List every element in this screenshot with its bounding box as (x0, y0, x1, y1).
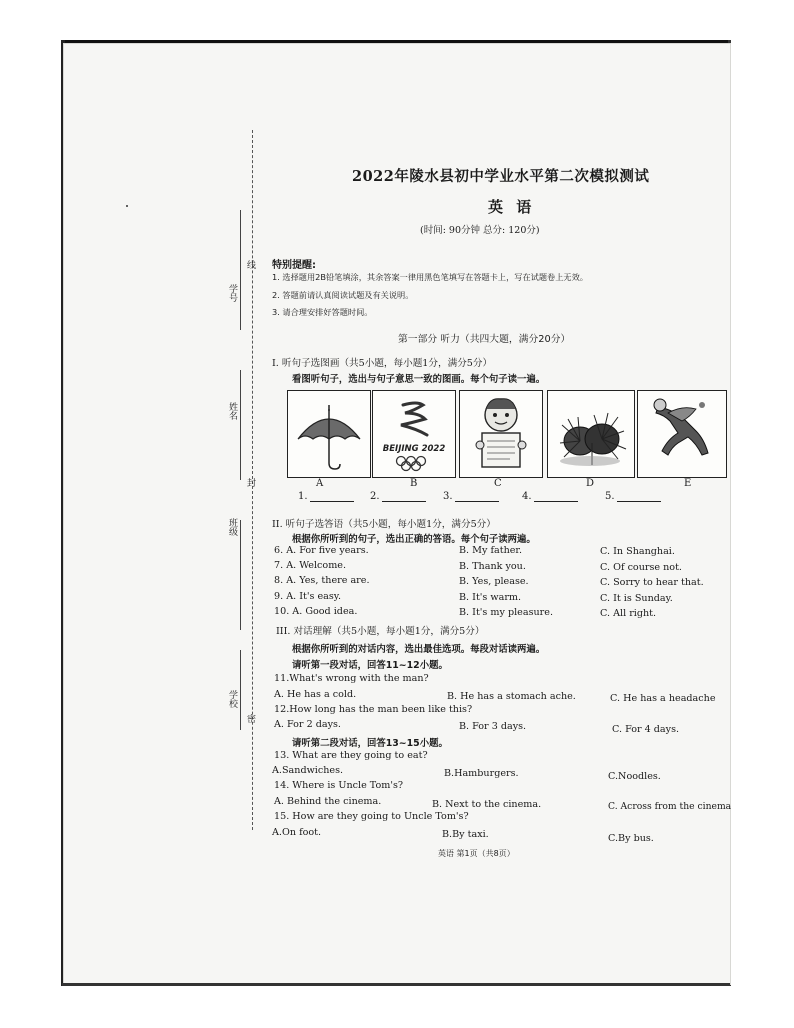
question-stem: 12.How long has the man been like this? (274, 704, 473, 715)
notice-heading: 特别提醒: (272, 260, 316, 271)
option-a: 10. A. Good idea. (274, 606, 358, 617)
blank-number: 3. (443, 491, 453, 502)
option-c: C. Across from the cinema (608, 801, 732, 812)
option-a: 8. A. Yes, there are. (274, 575, 370, 586)
sea-urchin-icon (548, 391, 634, 477)
picture-letter-b: B (410, 478, 418, 489)
binding-rule (240, 370, 241, 480)
binding-char-xian: 线 (247, 261, 257, 271)
option-b: B. Next to the cinema. (432, 799, 542, 810)
picture-c (459, 390, 543, 478)
notice-item: 1. 选择题用2B铅笔填涂，其余答案一律用黑色笔填写在答题卡上，写在试题卷上无效。 (272, 272, 588, 282)
section-title: II. 听句子选答语（共5小题，每小题1分，满分5分） (272, 519, 496, 530)
blank-number: 2. (370, 491, 380, 502)
binding-rule (240, 650, 241, 730)
question-stem: 14. Where is Uncle Tom's? (274, 780, 404, 791)
question-stem: 15. How are they going to Uncle Tom's? (274, 811, 469, 822)
beijing-2022-text: BEIJING 2022 (382, 444, 446, 454)
binding-label-xuexiao: 学校 (227, 690, 237, 708)
option-c: C. All right. (600, 608, 657, 619)
binding-char-mi: 密 (247, 715, 257, 725)
option-a: A.On foot. (272, 827, 322, 838)
question-stem: 11.What's wrong with the man? (274, 673, 429, 684)
exam-subject: 英 语 (488, 198, 536, 216)
dialogue-heading: 请听第二段对话，回答13~15小题。 (292, 738, 448, 749)
option-a: A. For 2 days. (274, 719, 341, 730)
option-c: C. It is Sunday. (600, 593, 673, 604)
binding-rule (240, 210, 241, 330)
option-b: B. It's my pleasure. (459, 607, 553, 618)
option-c: C. For 4 days. (612, 724, 680, 735)
binding-label-banji: 班级 (227, 518, 237, 536)
option-a: 9. A. It's easy. (274, 591, 342, 602)
option-c: C.Noodles. (608, 771, 661, 782)
option-b: B. Yes, please. (459, 576, 529, 587)
picture-d (547, 390, 635, 478)
dialogue-heading: 请听第一段对话，回答11~12小题。 (292, 660, 448, 671)
umbrella-icon (288, 391, 370, 477)
section-instruction: 根据你所听到的句子，选出正确的答语。每个句子读两遍。 (292, 534, 536, 545)
picture-letter-a: A (316, 478, 324, 489)
option-c: C. In Shanghai. (600, 546, 675, 557)
picture-letter-d: D (586, 478, 595, 489)
flying-superhero-icon (638, 391, 726, 477)
option-c: C. Sorry to hear that. (600, 577, 704, 588)
scan-speck (126, 205, 128, 207)
binding-char-feng: 封 (247, 479, 257, 489)
beijing-2022-logo (373, 391, 455, 477)
blank-number: 4. (522, 491, 532, 502)
part-heading: 第一部分 听力（共四大题，满分20分） (398, 334, 571, 345)
scan-edge-bottom (62, 983, 730, 986)
picture-letter-e: E (684, 478, 692, 489)
option-a: 7. A. Welcome. (274, 560, 347, 571)
answer-blank[interactable] (605, 491, 661, 502)
exam-duration: (时间: 90分钟 总分: 120分) (420, 225, 540, 236)
answer-blank[interactable] (522, 491, 578, 502)
section-instruction: 看图听句子，选出与句子意思一致的图画。每个句子读一遍。 (292, 374, 546, 385)
answer-blank[interactable] (298, 491, 354, 502)
picture-a (287, 390, 371, 478)
section-instruction: 根据你所听到的对话内容，选出最佳选项。每段对话读两遍。 (292, 644, 546, 655)
option-b: B.Hamburgers. (444, 768, 519, 779)
option-a: A. He has a cold. (274, 689, 357, 700)
binding-rule (240, 520, 241, 630)
question-stem: 13. What are they going to eat? (274, 750, 428, 761)
notice-item: 2. 答题前请认真阅读试题及有关说明。 (272, 290, 414, 300)
blank-number: 1. (298, 491, 308, 502)
option-a: 6. A. For five years. (274, 545, 369, 556)
section-title: III. 对话理解（共5小题，每小题1分，满分5分） (276, 626, 485, 637)
binding-label-xuehao: 学号 (227, 284, 237, 302)
option-b: B. He has a stomach ache. (447, 691, 576, 702)
picture-b (372, 390, 456, 478)
option-b: B. My father. (459, 545, 523, 556)
option-a: A. Behind the cinema. (274, 796, 382, 807)
binding-label-xingming: 姓名 (227, 402, 237, 420)
page-footer: 英语 第1页（共8页） (438, 849, 515, 858)
option-b: B. It's warm. (459, 592, 522, 603)
option-c: C. He has a headache (610, 693, 716, 704)
option-b: B.By taxi. (442, 829, 489, 840)
notice-item: 3. 请合理安排好答题时间。 (272, 307, 373, 317)
option-b: B. Thank you. (459, 561, 526, 572)
option-c: C. Of course not. (600, 562, 682, 573)
boy-with-sign-icon (460, 391, 542, 477)
option-c: C.By bus. (608, 833, 654, 844)
answer-blank[interactable] (443, 491, 499, 502)
option-a: A.Sandwiches. (272, 765, 344, 776)
picture-letter-c: C (494, 478, 502, 489)
exam-title: 2022年陵水县初中学业水平第二次模拟测试 (352, 168, 650, 185)
picture-e (637, 390, 727, 478)
option-b: B. For 3 days. (459, 721, 527, 732)
blank-number: 5. (605, 491, 615, 502)
section-title: I. 听句子选图画（共5小题，每小题1分，满分5分） (272, 358, 493, 369)
answer-blank[interactable] (370, 491, 426, 502)
